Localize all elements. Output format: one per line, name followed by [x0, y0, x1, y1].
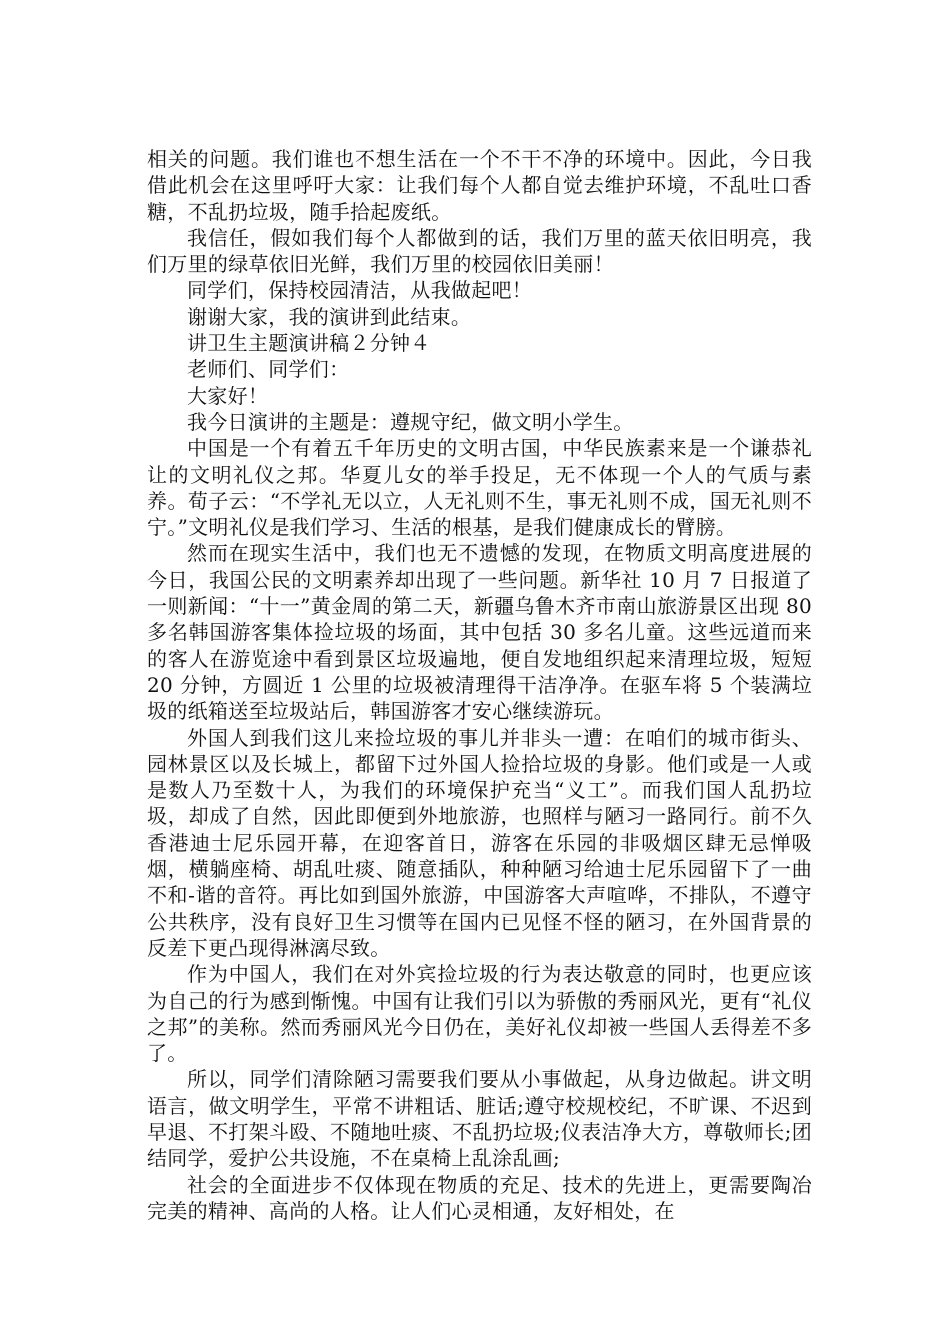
paragraph: 社会的全面进步不仅体现在物质的充足、技术的先进上，更需要陶冶完美的精神、高尚的人格。让人们心灵相通，友好相处，在	[147, 1172, 812, 1223]
paragraph-continuation: 相关的问题。我们谁也不想生活在一个不干不净的环境中。因此，今日我借此机会在这里呼吁大家：让我们每个人都自觉去维护环境，不乱吐口香糖，不乱扔垃圾，随手拾起废纸。	[147, 147, 812, 224]
document-body	[147, 146, 812, 1224]
salutation: 老师们、同学们：	[187, 357, 350, 382]
paragraph: 同学们，保持校园清洁，从我做起吧！	[187, 278, 533, 303]
paragraph: 然而在现实生活中，我们也无不遗憾的发现，在物质文明高度进展的今日，我国公民的文明素养却出现了一些问题。新华社 10 月 7 日报道了一则新闻：“十一”黄金周的第二天，新疆乌鲁木齐市南山旅游景区出现 80 多名韩国游客集体捡垃圾的场面，其中包括 30 多名儿童。这些远道而来的客人在游览途中看到景区垃圾遍地，便自发地组织起来清理垃圾，短短 20 分钟，方圆近 1 公里的垃圾被清理得干洁净净。在驱车将 5 个装满垃圾的纸箱送至垃圾站后，韩国游客才安心继续游玩。	[147, 541, 812, 724]
paragraph: 我信任，假如我们每个人都做到的话，我们万里的蓝天依旧明亮，我们万里的绿草依旧光鲜，我们万里的校园依旧美丽！	[147, 225, 812, 277]
paragraph: 所以，同学们清除陋习需要我们要从小事做起，从身边做起。讲文明语言，做文明学生，平常不讲粗话、脏话;遵守校规校纪，不旷课、不迟到早退、不打架斗殴、不随地吐痰、不乱扔垃圾;仪表洁净大方，尊敬师长;团结同学，爱护公共设施，不在桌椅上乱涂乱画;	[147, 1067, 812, 1171]
section-title: 讲卫生主题演讲稿２分钟４	[187, 331, 431, 356]
greeting: 大家好！	[187, 383, 269, 408]
paragraph: 谢谢大家，我的演讲到此结束。	[187, 304, 472, 329]
paragraph: 外国人到我们这儿来捡垃圾的事儿并非头一遭：在咱们的城市街头、园林景区以及长城上，都留下过外国人捡拾垃圾的身影。他们或是一人或是数人乃至数十人，为我们的环境保护充当“义工”。而我们国人乱扔垃圾，却成了自然，因此即便到外地旅游，也照样与陋习一路同行。前不久香港迪士尼乐园开幕，在迎客首日，游客在乐园的非吸烟区肆无忌惮吸烟，横躺座椅、胡乱吐痰、随意插队，种种陋习给迪士尼乐园留下了一曲不和-谐的音符。再比如到国外旅游，中国游客大声喧哗，不排队，不遵守公共秩序，没有良好卫生习惯等在国内已见怪不怪的陋习，在外国背景的反差下更凸现得淋漓尽致。	[147, 725, 812, 960]
paragraph: 作为中国人，我们在对外宾捡垃圾的行为表达敬意的同时，也更应该为自己的行为感到惭愧。中国有让我们引以为骄傲的秀丽风光，更有“礼仪之邦”的美称。然而秀丽风光今日仍在，美好礼仪却被一些国人丢得差不多了。	[147, 962, 812, 1066]
paragraph: 中国是一个有着五千年历史的文明古国，中华民族素来是一个谦恭礼让的文明礼仪之邦。华夏儿女的举手投足，无不体现一个人的气质与素养。荀子云：“不学礼无以立，人无礼则不生，事无礼则不成，国无礼则不宁。”文明礼仪是我们学习、生活的根基，是我们健康成长的臂膀。	[147, 436, 812, 540]
paragraph: 我今日演讲的主题是：遵规守纪，做文明小学生。	[187, 409, 634, 434]
